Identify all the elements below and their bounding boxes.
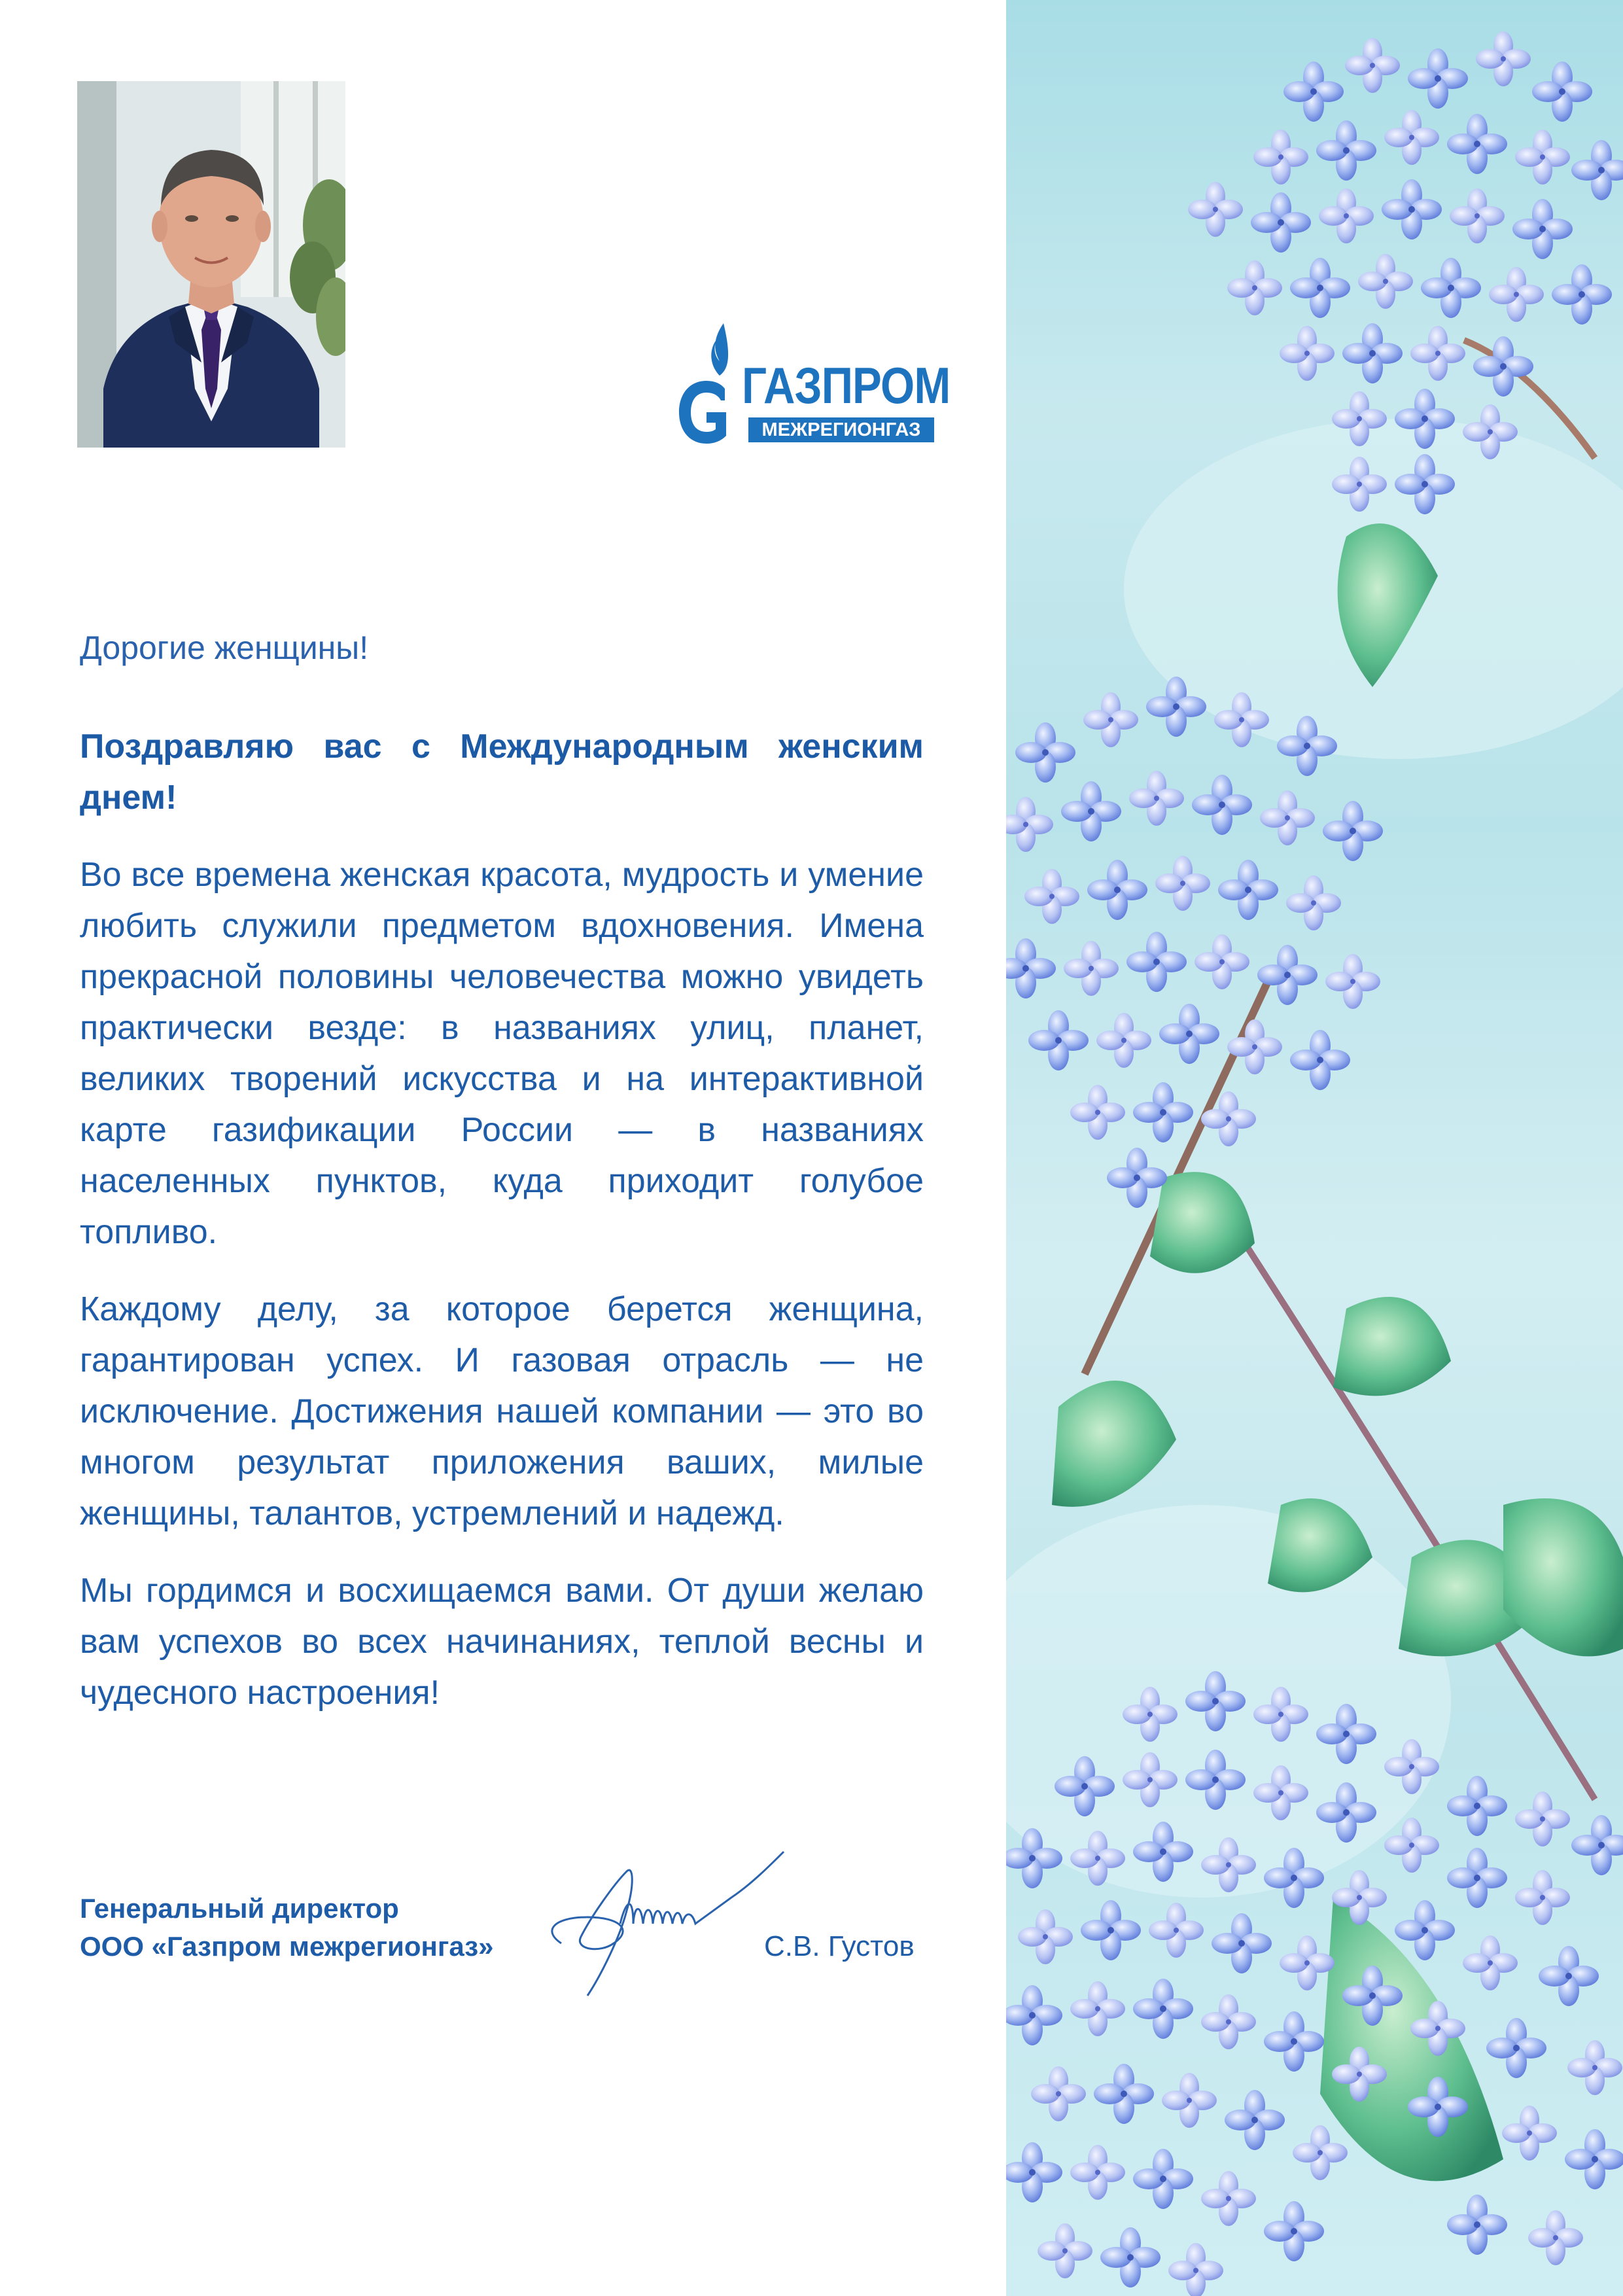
director-portrait bbox=[77, 81, 345, 448]
handwritten-signature bbox=[535, 1845, 810, 2002]
company-logo bbox=[666, 321, 951, 451]
letter-paragraph: Во все времена женская красота, мудрость и умение любить служили предметом вдохновения. Имена прекрасной половины человечества можно увидеть практически везде: в названиях улиц, планет, великих творений искусства и на интерактивной карте газификации России — в названиях населенных пунктов, куда приходит голубое топливо. bbox=[80, 856, 924, 1251]
logo-wordmark: ГАЗПРОМ bbox=[742, 357, 951, 414]
signatory-company: ООО «Газпром межрегионгаз» bbox=[80, 1931, 494, 1962]
signatory-position: Генеральный директор bbox=[80, 1893, 399, 1924]
letter-paragraph-headline: Поздравляю вас с Международным женским днем! bbox=[80, 728, 924, 817]
letter-body bbox=[80, 628, 924, 1744]
portrait-illustration bbox=[77, 81, 345, 448]
hydrangea-illustration bbox=[1006, 0, 1623, 2296]
letter-paragraph: Мы гордимся и восхищаемся вами. От души желаю вам успехов во всех начинаниях, теплой весны и чудесного настроения! bbox=[80, 1572, 924, 1712]
signatory-name: С.В. Густов bbox=[764, 1930, 915, 1962]
flame-g-icon bbox=[666, 321, 744, 451]
greeting: Дорогие женщины! bbox=[80, 629, 369, 666]
logo-subtitle: МЕЖРЕГИОНГАЗ bbox=[748, 417, 934, 442]
signatory-title bbox=[80, 1890, 494, 1966]
hydrangea-decoration bbox=[1006, 0, 1623, 2296]
letter-paragraph: Каждому делу, за которое берется женщина, гарантирован успех. И газовая отрасль — не исключение. Достижения нашей компании — это во многом результат приложения ваших, милые женщины, талантов, устремлений и надежд. bbox=[80, 1290, 924, 1532]
